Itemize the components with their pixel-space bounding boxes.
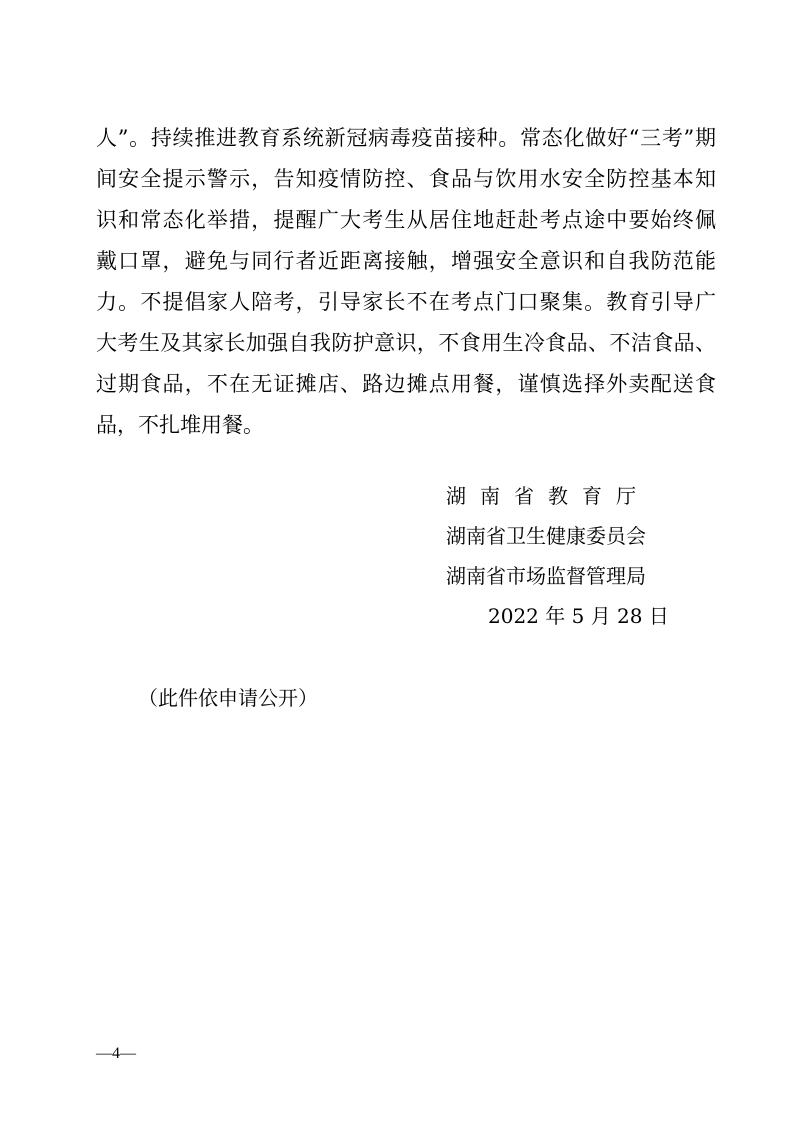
- body-line: 力。不提倡家人陪考，引导家长不在考点门口聚集。教育引导广: [96, 290, 716, 314]
- signature-health-commission: 湖南省卫生健康委员会: [446, 524, 646, 548]
- disclosure-note: （此件依申请公开）: [138, 686, 318, 710]
- body-line: 过期食品，不在无证摊店、路边摊点用餐，谨慎选择外卖配送食: [96, 372, 716, 396]
- signature-date: 2022 年 5 月 28 日: [488, 604, 669, 628]
- body-line: 戴口罩，避免与同行者近距离接触，增强安全意识和自我防范能: [96, 249, 716, 273]
- signature-market-regulation: 湖南省市场监督管理局: [446, 564, 646, 588]
- body-text: [96, 118, 716, 446]
- body-line: 人”。持续推进教育系统新冠病毒疫苗接种。常态化做好“三考”期: [96, 126, 716, 150]
- body-line: 识和常态化举措，提醒广大考生从居住地赶赴考点途中要始终佩: [96, 208, 716, 232]
- page-number: —4—: [96, 1045, 136, 1062]
- body-line: 大考生及其家长加强自我防护意识，不食用生冷食品、不洁食品、: [96, 331, 716, 355]
- body-line: 品，不扎堆用餐。: [96, 413, 264, 437]
- signature-education-department: 湖南省教育厅: [446, 484, 650, 508]
- body-line: 间安全提示警示，告知疫情防控、食品与饮用水安全防控基本知: [96, 167, 716, 191]
